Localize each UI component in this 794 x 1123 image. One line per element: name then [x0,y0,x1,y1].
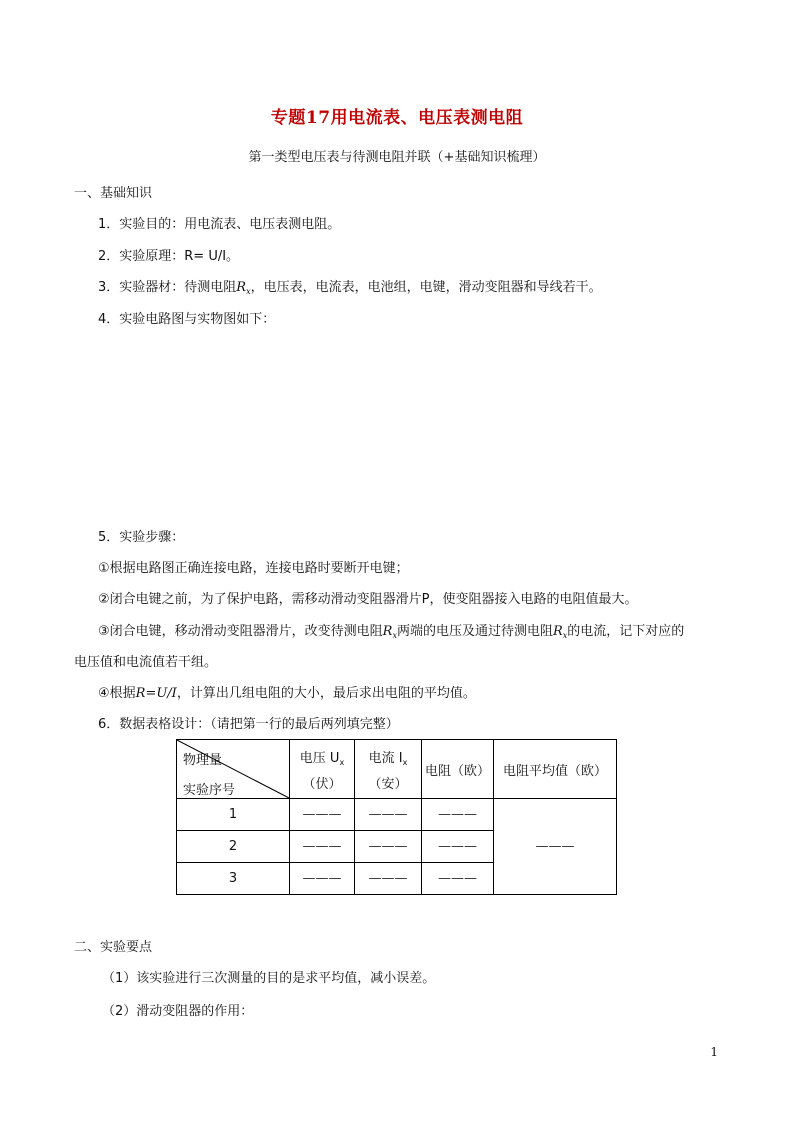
table-header-row [177,740,617,799]
blank-cell: ——— [290,799,355,831]
data-table [176,739,617,895]
page-title: 专题17用电流表、电压表测电阻 [270,108,524,128]
row-number: 1 [177,799,290,831]
item-circuit-diagram: 4．实验电路图与实物图如下： [98,312,276,327]
row-number: 2 [177,831,290,863]
item-steps: 5．实验步骤： [98,530,185,545]
header-resistance: 电阻（欧） [422,740,494,799]
item-table-design: 6．数据表格设计：（请把第一行的最后两列填完整） [98,717,399,732]
section-heading-basics: 一、基础知识 [74,186,153,201]
corner-bottom-label: 实验序号 [183,783,236,798]
blank-cell: ——— [422,863,494,895]
page-number: 1 [710,1045,718,1059]
blank-cell: ——— [355,863,422,895]
item-principle: 2．实验原理：R= U/I。 [98,249,240,264]
item-purpose: 1．实验目的：用电流表、电压表测电阻。 [98,217,341,232]
key-point-2: （2）滑动变阻器的作用： [102,1004,254,1019]
item-equipment: 3．实验器材：待测电阻$R_x$，电压表，电流表，电池组，电键，滑动变阻器和导线若干。 [98,280,602,296]
header-average: 电阻平均值（欧） [494,740,617,799]
step-1: ①根据电路图正确连接电路，连接电路时要断开电键； [98,561,409,576]
blank-cell: ——— [355,831,422,863]
blank-cell: ——— [355,799,422,831]
key-point-1: （1）该实验进行三次测量的目的是求平均值，减小误差。 [102,971,436,986]
corner-cell [177,740,290,799]
section-heading-key-points: 二、实验要点 [74,940,153,955]
page-subtitle: 第一类型电压表与待测电阻并联（+基础知识梳理） [248,150,546,165]
blank-cell: ——— [422,799,494,831]
step-3-continued: 电压值和电流值若干组。 [74,655,218,670]
step-2: ②闭合电键之前，为了保护电路，需移动滑动变阻器滑片P，使变阻器接入电路的电阻值最大。 [98,592,638,607]
step-4: ④根据R=U/I，计算出几组电阻的大小，最后求出电阻的平均值。 [98,686,476,701]
blank-cell: ——— [290,831,355,863]
average-cell: ——— [494,799,617,895]
blank-cell: ——— [422,831,494,863]
blank-cell: ——— [290,863,355,895]
step-3: ③闭合电键，移动滑动变阻器滑片，改变待测电阻$R_x$两端的电压及通过待测电阻$R_x$的电流，记下对应的 [98,624,685,640]
row-number: 3 [177,863,290,895]
header-voltage: 电压 $U_x$ （伏） [290,740,355,799]
table-row [177,799,617,831]
header-current: 电流 $I_x$ （安） [355,740,422,799]
corner-top-label: 物理量 [183,753,223,768]
